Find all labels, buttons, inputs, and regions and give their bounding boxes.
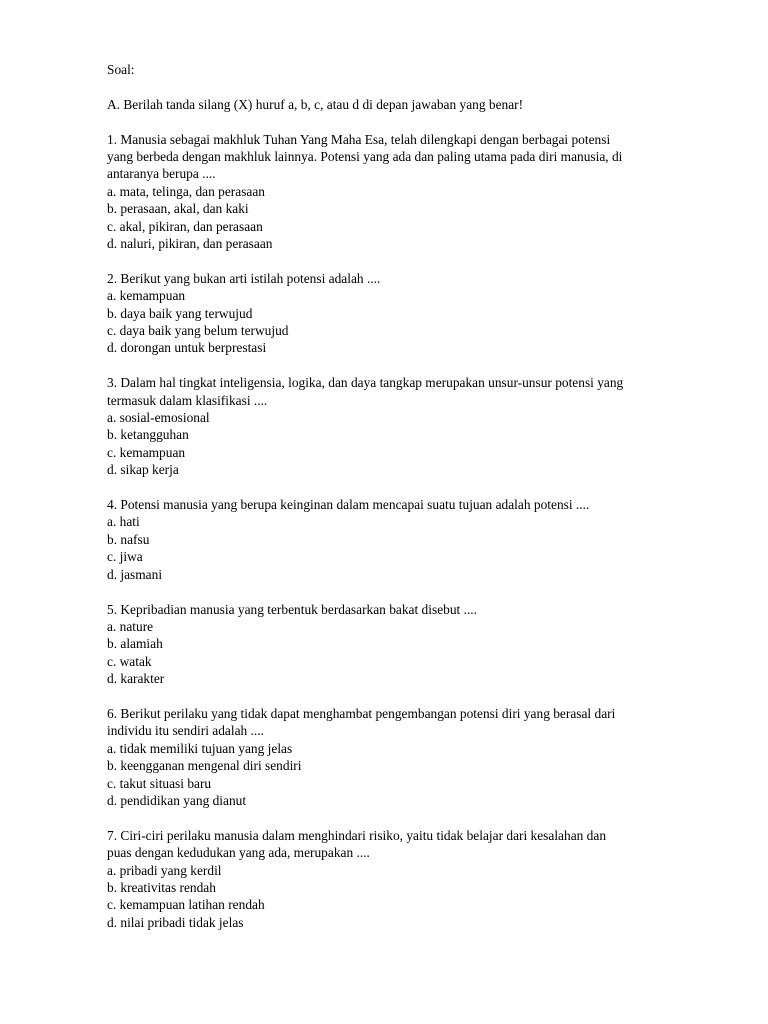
answer-option: d. sikap kerja	[107, 462, 179, 478]
answer-options	[107, 740, 707, 810]
question-2	[107, 270, 707, 357]
spacer	[107, 113, 707, 130]
answer-option: a. mata, telinga, dan perasaan	[107, 183, 266, 199]
answer-option: b. kreativitas rendah	[107, 879, 216, 895]
question-list	[107, 131, 707, 932]
spacer	[107, 357, 707, 374]
answer-option: b. ketangguhan	[107, 427, 189, 443]
answer-option: c. kemampuan	[107, 444, 186, 460]
answer-options	[107, 287, 707, 357]
question-stem-line: 4. Potensi manusia yang berupa keinginan dalam mencapai suatu tujuan adalah potensi ....	[107, 497, 590, 513]
answer-option: c. daya baik yang belum terwujud	[107, 323, 289, 339]
answer-option: c. takut situasi baru	[107, 775, 212, 791]
question-7	[107, 827, 707, 931]
document-body	[107, 61, 707, 931]
spacer	[107, 688, 707, 705]
answer-option: c. kemampuan latihan rendah	[107, 897, 265, 913]
spacer	[107, 252, 707, 269]
answer-option: d. karakter	[107, 671, 165, 687]
answer-options	[107, 513, 707, 583]
answer-option: b. daya baik yang terwujud	[107, 305, 253, 321]
answer-options	[107, 862, 707, 932]
question-stem-line: 6. Berikut perilaku yang tidak dapat menghambat pengembangan potensi diri yang berasal dari	[107, 705, 616, 721]
answer-option: a. sosial-emosional	[107, 410, 210, 426]
question-stem-line: 5. Kepribadian manusia yang terbentuk berdasarkan bakat disebut ....	[107, 601, 477, 617]
answer-option: d. naluri, pikiran, dan perasaan	[107, 236, 273, 252]
question-stem-line: individu itu sendiri adalah ....	[107, 723, 264, 739]
question-6	[107, 705, 707, 809]
answer-option: b. nafsu	[107, 531, 150, 547]
answer-option: c. jiwa	[107, 549, 143, 565]
answer-option: c. akal, pikiran, dan perasaan	[107, 218, 263, 234]
question-stem-line: termasuk dalam klasifikasi ....	[107, 392, 268, 408]
spacer	[107, 809, 707, 826]
answer-options	[107, 409, 707, 479]
answer-option: a. kemampuan	[107, 288, 186, 304]
answer-option: a. tidak memiliki tujuan yang jelas	[107, 740, 293, 756]
answer-option: c. watak	[107, 653, 152, 669]
answer-option: d. nilai pribadi tidak jelas	[107, 914, 244, 930]
spacer	[107, 78, 707, 95]
answer-option: a. pribadi yang kerdil	[107, 862, 222, 878]
question-4	[107, 496, 707, 583]
question-stem-line: 1. Manusia sebagai makhluk Tuhan Yang Maha Esa, telah dilengkapi dengan berbagai potensi	[107, 131, 611, 147]
answer-option: b. alamiah	[107, 636, 163, 652]
question-stem-line: 2. Berikut yang bukan arti istilah potensi adalah ....	[107, 270, 381, 286]
answer-option: d. dorongan untuk berprestasi	[107, 340, 267, 356]
answer-option: b. perasaan, akal, dan kaki	[107, 201, 249, 217]
question-3	[107, 374, 707, 478]
question-stem-line: puas dengan kedudukan yang ada, merupakan ....	[107, 845, 370, 861]
question-stem-line: antaranya berupa ....	[107, 166, 216, 182]
answer-options	[107, 183, 707, 253]
question-stem-line: 7. Ciri-ciri perilaku manusia dalam menghindari risiko, yaitu tidak belajar dari kesalahan dan	[107, 827, 607, 843]
question-stem-line: yang berbeda dengan makhluk lainnya. Potensi yang ada dan paling utama pada diri manusia, di	[107, 149, 623, 164]
answer-option: a. hati	[107, 514, 140, 530]
question-stem-line: 3. Dalam hal tingkat inteligensia, logika, dan daya tangkap merupakan unsur-unsur potensi yang	[107, 375, 624, 391]
answer-option: d. jasmani	[107, 566, 163, 582]
spacer	[107, 583, 707, 600]
question-5	[107, 601, 707, 688]
instruction-text: A. Berilah tanda silang (X) huruf a, b, c, atau d di depan jawaban yang benar!	[107, 96, 524, 112]
document-title: Soal:	[107, 62, 135, 77]
answer-option: d. pendidikan yang dianut	[107, 792, 247, 808]
answer-options	[107, 618, 707, 688]
spacer	[107, 479, 707, 496]
answer-option: a. nature	[107, 618, 154, 634]
question-1	[107, 131, 707, 253]
answer-option: b. keengganan mengenal diri sendiri	[107, 758, 302, 774]
